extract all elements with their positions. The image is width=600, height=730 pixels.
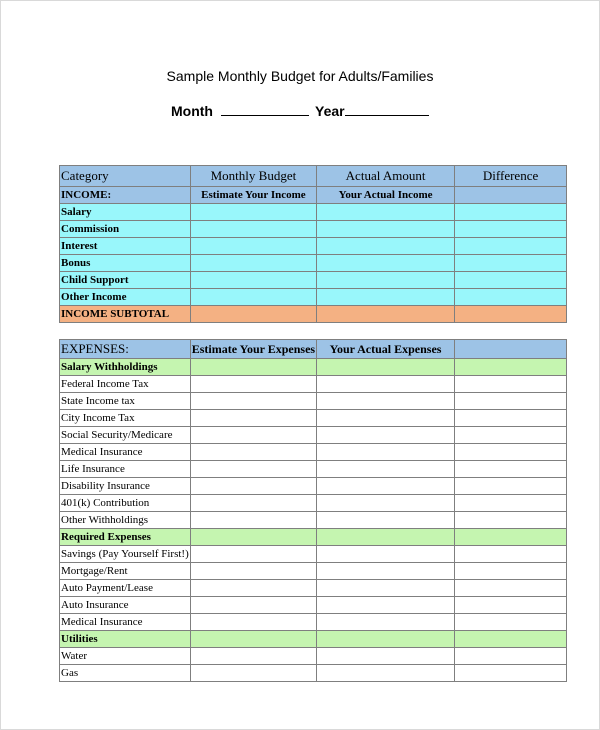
expenses-label: EXPENSES: xyxy=(60,340,191,359)
budget-cell[interactable] xyxy=(190,238,316,255)
income-actual-label: Your Actual Income xyxy=(317,187,455,204)
actual-cell[interactable] xyxy=(317,427,455,444)
row-label: Federal Income Tax xyxy=(60,376,191,393)
month-label: Month xyxy=(171,103,213,119)
actual-cell[interactable] xyxy=(317,204,455,221)
actual-cell[interactable] xyxy=(317,495,455,512)
row-label: State Income tax xyxy=(60,393,191,410)
table-row xyxy=(60,546,567,563)
table-row xyxy=(60,427,567,444)
row-label: Social Security/Medicare xyxy=(60,427,191,444)
actual-cell[interactable] xyxy=(317,563,455,580)
table-row xyxy=(60,580,567,597)
document-title: Sample Monthly Budget for Adults/Families xyxy=(166,68,434,84)
actual-cell[interactable] xyxy=(317,512,455,529)
budget-cell[interactable] xyxy=(190,512,316,529)
header-actual-amount: Actual Amount xyxy=(317,166,455,187)
row-label: Life Insurance xyxy=(60,461,191,478)
budget-cell[interactable] xyxy=(190,648,316,665)
budget-cell[interactable] xyxy=(190,204,316,221)
difference-cell[interactable] xyxy=(455,495,567,512)
difference-cell[interactable] xyxy=(455,221,567,238)
section-row-salary-withholdings xyxy=(60,359,567,376)
table-row xyxy=(60,272,567,289)
row-label: Mortgage/Rent xyxy=(60,563,191,580)
difference-cell[interactable] xyxy=(455,376,567,393)
section-row-required-expenses xyxy=(60,529,567,546)
year-label: Year xyxy=(315,103,345,119)
difference-cell[interactable] xyxy=(455,444,567,461)
budget-cell[interactable] xyxy=(190,376,316,393)
table-header-row xyxy=(60,166,567,187)
expenses-diff-cell xyxy=(455,340,567,359)
income-diff-cell xyxy=(455,187,567,204)
table-row xyxy=(60,597,567,614)
budget-cell[interactable] xyxy=(190,427,316,444)
budget-cell[interactable] xyxy=(190,546,316,563)
row-label: Commission xyxy=(60,221,191,238)
table-row xyxy=(60,444,567,461)
budget-cell[interactable] xyxy=(190,289,316,306)
table-row xyxy=(60,495,567,512)
difference-cell[interactable] xyxy=(455,597,567,614)
spacer-row xyxy=(60,323,567,340)
actual-cell[interactable] xyxy=(317,376,455,393)
difference-cell[interactable] xyxy=(455,614,567,631)
actual-cell[interactable] xyxy=(317,648,455,665)
row-label: City Income Tax xyxy=(60,410,191,427)
budget-cell[interactable] xyxy=(190,665,316,682)
budget-cell[interactable] xyxy=(190,461,316,478)
difference-cell[interactable] xyxy=(455,289,567,306)
table-row xyxy=(60,289,567,306)
actual-cell[interactable] xyxy=(317,289,455,306)
actual-cell[interactable] xyxy=(317,478,455,495)
difference-cell[interactable] xyxy=(455,427,567,444)
row-label: Water xyxy=(60,648,191,665)
actual-cell[interactable] xyxy=(317,546,455,563)
budget-cell[interactable] xyxy=(190,478,316,495)
budget-cell[interactable] xyxy=(190,597,316,614)
difference-cell[interactable] xyxy=(455,478,567,495)
actual-cell[interactable] xyxy=(317,614,455,631)
section-row-utilities xyxy=(60,631,567,648)
income-subtotal-row xyxy=(60,306,567,323)
budget-cell[interactable] xyxy=(190,495,316,512)
actual-cell[interactable] xyxy=(317,580,455,597)
difference-cell[interactable] xyxy=(455,272,567,289)
difference-cell[interactable] xyxy=(455,410,567,427)
table-row xyxy=(60,255,567,272)
difference-cell[interactable] xyxy=(455,204,567,221)
actual-cell[interactable] xyxy=(317,255,455,272)
income-estimate-label: Estimate Your Income xyxy=(190,187,316,204)
row-label: Salary xyxy=(60,204,191,221)
income-header-row xyxy=(60,187,567,204)
table-row xyxy=(60,648,567,665)
table-row xyxy=(60,376,567,393)
difference-cell[interactable] xyxy=(455,563,567,580)
difference-cell[interactable] xyxy=(455,512,567,529)
section-label: Salary Withholdings xyxy=(60,359,191,376)
actual-cell[interactable] xyxy=(317,461,455,478)
table-row xyxy=(60,393,567,410)
budget-cell[interactable] xyxy=(190,563,316,580)
budget-cell[interactable] xyxy=(190,272,316,289)
row-label: 401(k) Contribution xyxy=(60,495,191,512)
budget-cell[interactable] xyxy=(190,580,316,597)
expenses-actual-label: Your Actual Expenses xyxy=(317,340,455,359)
month-blank[interactable] xyxy=(221,103,309,116)
table-row xyxy=(60,204,567,221)
table-row xyxy=(60,478,567,495)
difference-cell[interactable] xyxy=(455,255,567,272)
row-label: Disability Insurance xyxy=(60,478,191,495)
budget-cell[interactable] xyxy=(190,255,316,272)
table-row xyxy=(60,238,567,255)
actual-cell[interactable] xyxy=(317,221,455,238)
actual-cell[interactable] xyxy=(317,665,455,682)
row-label: Medical Insurance xyxy=(60,614,191,631)
budget-cell[interactable] xyxy=(190,410,316,427)
income-label: INCOME: xyxy=(60,187,191,204)
table-row xyxy=(60,221,567,238)
month-field[interactable] xyxy=(171,103,309,119)
row-label: Savings (Pay Yourself First!) xyxy=(60,546,191,563)
header-category: Category xyxy=(60,166,191,187)
row-label: Medical Insurance xyxy=(60,444,191,461)
section-label: Required Expenses xyxy=(60,529,191,546)
difference-cell[interactable] xyxy=(455,648,567,665)
actual-cell[interactable] xyxy=(317,444,455,461)
difference-cell[interactable] xyxy=(455,665,567,682)
header-difference: Difference xyxy=(455,166,567,187)
table-row xyxy=(60,665,567,682)
actual-cell[interactable] xyxy=(317,272,455,289)
budget-cell[interactable] xyxy=(190,221,316,238)
row-label: Child Support xyxy=(60,272,191,289)
row-label: Bonus xyxy=(60,255,191,272)
expenses-header-row xyxy=(60,340,567,359)
actual-cell[interactable] xyxy=(317,306,455,323)
budget-cell[interactable] xyxy=(190,306,316,323)
actual-cell[interactable] xyxy=(317,238,455,255)
section-label: Utilities xyxy=(60,631,191,648)
row-label: Other Income xyxy=(60,289,191,306)
budget-cell[interactable] xyxy=(190,393,316,410)
difference-cell[interactable] xyxy=(455,461,567,478)
row-label: Gas xyxy=(60,665,191,682)
actual-cell[interactable] xyxy=(317,597,455,614)
income-subtotal-label: INCOME SUBTOTAL xyxy=(60,306,191,323)
row-label: Auto Payment/Lease xyxy=(60,580,191,597)
row-label: Other Withholdings xyxy=(60,512,191,529)
year-blank[interactable] xyxy=(345,103,429,116)
row-label: Interest xyxy=(60,238,191,255)
header-monthly-budget: Monthly Budget xyxy=(190,166,316,187)
actual-cell[interactable] xyxy=(317,393,455,410)
budget-table xyxy=(59,165,567,682)
difference-cell[interactable] xyxy=(455,238,567,255)
table-row xyxy=(60,512,567,529)
table-row xyxy=(60,410,567,427)
actual-cell[interactable] xyxy=(317,410,455,427)
difference-cell[interactable] xyxy=(455,393,567,410)
table-row xyxy=(60,614,567,631)
table-row xyxy=(60,563,567,580)
budget-cell[interactable] xyxy=(190,614,316,631)
year-field[interactable] xyxy=(315,103,429,119)
expenses-estimate-label: Estimate Your Expenses xyxy=(190,340,316,359)
difference-cell[interactable] xyxy=(455,580,567,597)
row-label: Auto Insurance xyxy=(60,597,191,614)
difference-cell[interactable] xyxy=(455,306,567,323)
difference-cell[interactable] xyxy=(455,546,567,563)
table-row xyxy=(60,461,567,478)
budget-cell[interactable] xyxy=(190,444,316,461)
